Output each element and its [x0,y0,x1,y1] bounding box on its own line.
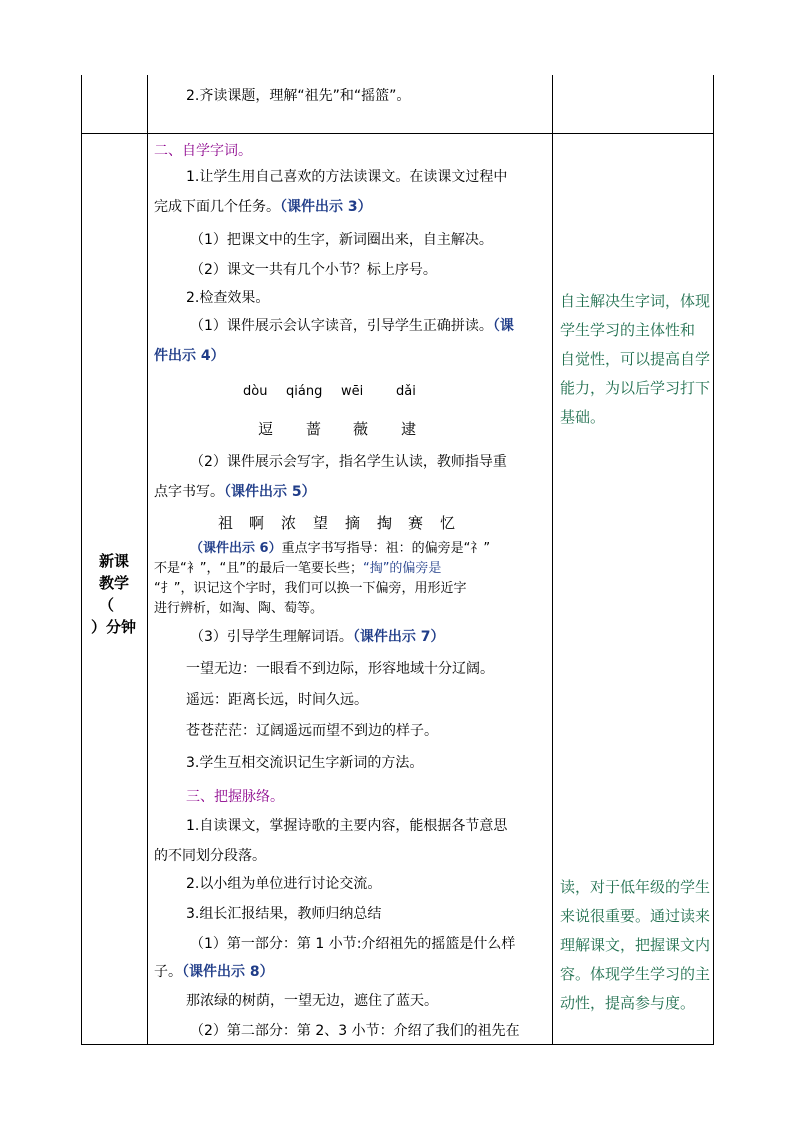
check2-line-a: （2）课件展示会写字，指名学生认读，教师指导重 [190,454,507,470]
word-def-1: 一望无边：一眼看不到边际，形容地域十分辽阔。 [186,661,494,677]
p3: 3.学生互相交流识记生字新词的方法。 [186,755,424,771]
hanzi-2: 蔷 [306,420,322,438]
part1-line-b [154,962,274,982]
s3-line-1a: 1.自读课文，掌握诗歌的主要内容，能根据各节意思 [186,818,508,834]
p1-line-a: 1.让学生用自己喜欢的方法读课文。在读课文过程中 [186,169,508,185]
row1-text: 2.齐读课题，理解“祖先”和“摇篮”。 [186,88,411,104]
part1-line-a: （1）第一部分：第 1 小节:介绍祖先的摇篮是什么样 [190,936,516,952]
note2-line-4: 容。体现学生学习的主 [560,965,711,983]
write-char-7: 赛 [408,514,424,532]
write-char-4: 望 [313,514,329,532]
check3-text: （3）引导学生理解词语。 [190,629,353,645]
pinyin-3: wēi [341,384,364,399]
pinyin-4: dǎi [396,384,416,399]
note1-line-4: 能力，为以后学习打下 [560,379,711,397]
note1-line-3: 自觉性，可以提高自学 [560,350,711,368]
s3-line-3: 3.组长汇报结果，教师归纳总结 [186,906,382,922]
part2-line-a: （2）第二部分：第 2、3 小节：介绍了我们的祖先在 [190,1023,520,1039]
courseware-tag-5: （课件出示 5） [224,484,316,500]
write-char-8: 忆 [440,514,456,532]
task2: （2）课文一共有几个小节？标上序号。 [190,262,437,278]
word-def-2: 遥远：距离长远，时间久远。 [186,692,368,708]
note1-line-1: 自主解决生字词，体现 [560,292,711,310]
courseware-tag-8: （课件出示 8） [182,964,274,980]
check1-line-a [190,316,514,336]
hanzi-3: 薇 [353,420,369,438]
guide-line-b [154,560,441,578]
note2-line-1: 读，对于低年级的学生 [560,878,711,896]
courseware-tag-4b: 件出示 4） [154,348,225,364]
courseware-tag-3: （课件出示 3） [280,199,372,215]
section3-title: 三、把握脉络。 [186,789,284,805]
write-char-5: 摘 [345,514,361,532]
guide-line-a [190,540,490,558]
note2-line-5: 动性，提高参与度。 [560,994,696,1012]
table-border-left [81,75,82,1045]
guide-line-b-text: 不是“衤”，“且”的最后一笔要长些； [154,561,363,576]
s3-line-1b: 的不同划分段落。 [154,848,266,864]
courseware-tag-4a: （课 [492,318,514,334]
part1-line-b-text: 子。 [154,964,182,980]
note2-line-3: 理解课文，把握课文内 [560,936,711,954]
table-border-bottom [81,1044,714,1045]
table-border-right [713,75,714,1045]
left-label-line2: 教学 [99,574,130,592]
table-divider-col2 [552,75,553,1045]
hanzi-4: 逮 [401,420,417,438]
courseware-tag-7: （课件出示 7） [352,629,445,645]
write-char-3: 浓 [281,514,297,532]
guide-line-d: 进行辨析，如淘、陶、萄等。 [154,601,324,616]
s3-line-2: 2.以小组为单位进行讨论交流。 [186,876,382,892]
pinyin-2: qiáng [286,384,323,399]
note2-line-2: 来说很重要。通过读来 [560,907,711,925]
check1-line-a-text: （1）课件展示会认字读音，引导学生正确拼读。 [190,318,493,334]
check3 [190,627,445,647]
left-label-line4: ）分钟 [91,618,137,636]
section2-title: 二、自学字词。 [154,143,252,159]
guide-line-b-highlight: “掏”的偏旁是 [362,561,442,576]
hanzi-1: 逗 [258,420,274,438]
note1-line-5: 基础。 [560,408,606,426]
task1: （1）把课文中的生字，新词圈出来，自主解决。 [190,232,493,248]
part1-line-c: 那浓绿的树荫，一望无边，遮住了蓝天。 [186,993,438,1009]
write-char-1: 祖 [218,514,234,532]
note1-line-2: 学生学习的主体性和 [560,321,696,339]
guide-line-a-text: 重点字书写指导：祖：的偏旁是“礻” [281,541,491,556]
p1-line-b [154,197,372,217]
courseware-tag-6: （课件出示 6） [190,541,282,556]
left-label-line3: （ [99,596,115,614]
left-label-line1: 新课 [99,552,130,570]
p1-line-b-text: 完成下面几个任务。 [154,199,280,215]
check2-line-b [154,482,316,502]
check2-line-b-text: 点字书写。 [154,484,224,500]
main-content-cell [148,134,552,1044]
word-def-3: 苍苍茫茫：辽阔遥远而望不到边的样子。 [186,723,438,739]
write-char-2: 啊 [249,514,265,532]
pinyin-1: dòu [243,384,268,399]
guide-line-c: “扌”，识记这个字时，我们可以换一下偏旁，用形近字 [154,581,467,596]
p2: 2.检查效果。 [186,290,270,306]
write-char-6: 掏 [377,514,393,532]
